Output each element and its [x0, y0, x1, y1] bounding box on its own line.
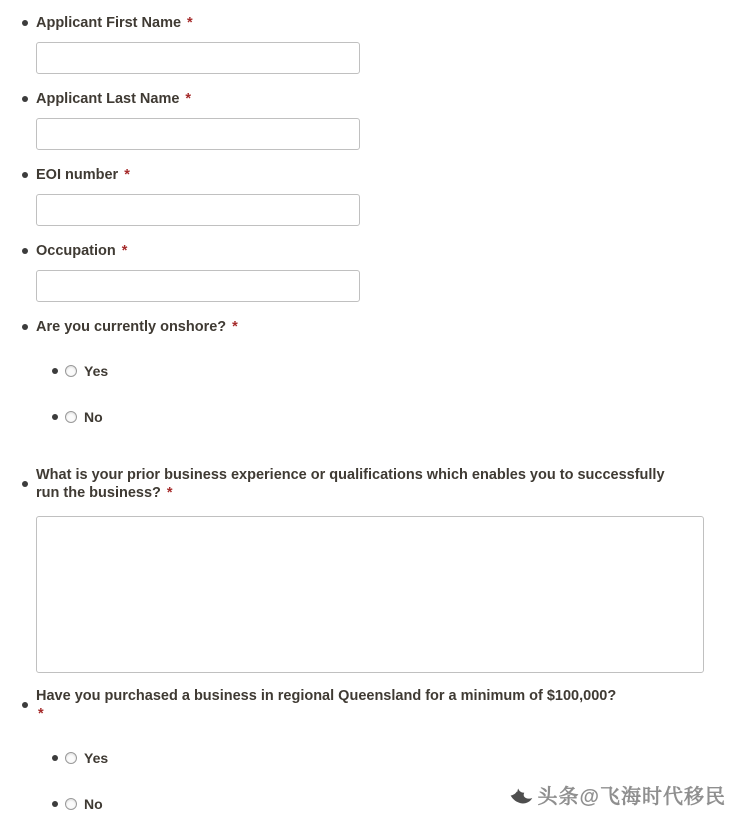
occupation-label [36, 242, 127, 260]
currently-onshore-label [36, 318, 238, 336]
onshore-no-label: No [84, 409, 103, 425]
purchased-yes-radio[interactable] [65, 752, 77, 764]
label-row [22, 14, 704, 32]
label-text: Have you purchased a business in regional Queensland for a minimum of $100,000? [36, 688, 617, 704]
field-occupation [22, 242, 704, 302]
label-row [22, 687, 704, 723]
dove-icon [509, 782, 535, 808]
onshore-no-radio[interactable] [65, 411, 77, 423]
label-row [22, 166, 704, 184]
list-bullet-icon [52, 368, 58, 374]
required-asterisk: * [38, 706, 44, 722]
list-bullet-icon [52, 414, 58, 420]
field-business-experience [22, 466, 704, 673]
label-row [22, 242, 704, 260]
required-asterisk: * [121, 243, 128, 259]
label-text: Applicant First Name [36, 15, 182, 31]
purchased-option-yes[interactable] [52, 749, 704, 767]
required-asterisk: * [124, 167, 130, 183]
onshore-option-yes[interactable] [52, 362, 704, 380]
purchased-no-label: No [84, 796, 103, 812]
onshore-yes-radio[interactable] [65, 365, 77, 377]
eoi-number-input[interactable] [36, 194, 360, 226]
onshore-options [52, 362, 704, 426]
business-experience-label [36, 466, 681, 502]
required-asterisk: * [232, 319, 238, 335]
purchased-no-radio[interactable] [65, 798, 77, 810]
purchased-yes-label: Yes [84, 750, 109, 766]
label-row [22, 466, 704, 502]
occupation-input[interactable] [36, 270, 360, 302]
list-bullet-icon [22, 702, 28, 708]
watermark [509, 780, 726, 809]
business-experience-textarea[interactable] [36, 516, 704, 673]
applicant-first-name-input[interactable] [36, 42, 360, 74]
list-bullet-icon [22, 20, 28, 26]
field-currently-onshore [22, 318, 704, 426]
label-text: Applicant Last Name [36, 91, 180, 107]
list-bullet-icon [22, 172, 28, 178]
field-applicant-first-name [22, 14, 704, 74]
applicant-last-name-input[interactable] [36, 118, 360, 150]
onshore-yes-label: Yes [84, 363, 109, 379]
label-text: What is your prior business experience or qualifications which enables you to successfully run the business? [36, 467, 665, 501]
list-bullet-icon [52, 755, 58, 761]
required-asterisk: * [166, 485, 173, 501]
applicant-last-name-label [36, 90, 191, 108]
label-row [22, 90, 704, 108]
required-asterisk: * [185, 91, 192, 107]
applicant-first-name-label [36, 14, 193, 32]
label-text: Are you currently onshore? [36, 319, 227, 335]
list-bullet-icon [22, 481, 28, 487]
label-row [22, 318, 704, 336]
list-bullet-icon [52, 801, 58, 807]
field-eoi-number [22, 166, 704, 226]
watermark-text: 头条@飞海时代移民 [537, 786, 726, 808]
label-text: Occupation [36, 243, 116, 259]
label-text: EOI number [36, 167, 119, 183]
onshore-option-no[interactable] [52, 408, 704, 426]
field-applicant-last-name [22, 90, 704, 150]
eoi-number-label [36, 166, 130, 184]
list-bullet-icon [22, 324, 28, 330]
list-bullet-icon [22, 248, 28, 254]
required-asterisk: * [187, 15, 193, 31]
purchased-business-label [36, 687, 616, 723]
list-bullet-icon [22, 96, 28, 102]
